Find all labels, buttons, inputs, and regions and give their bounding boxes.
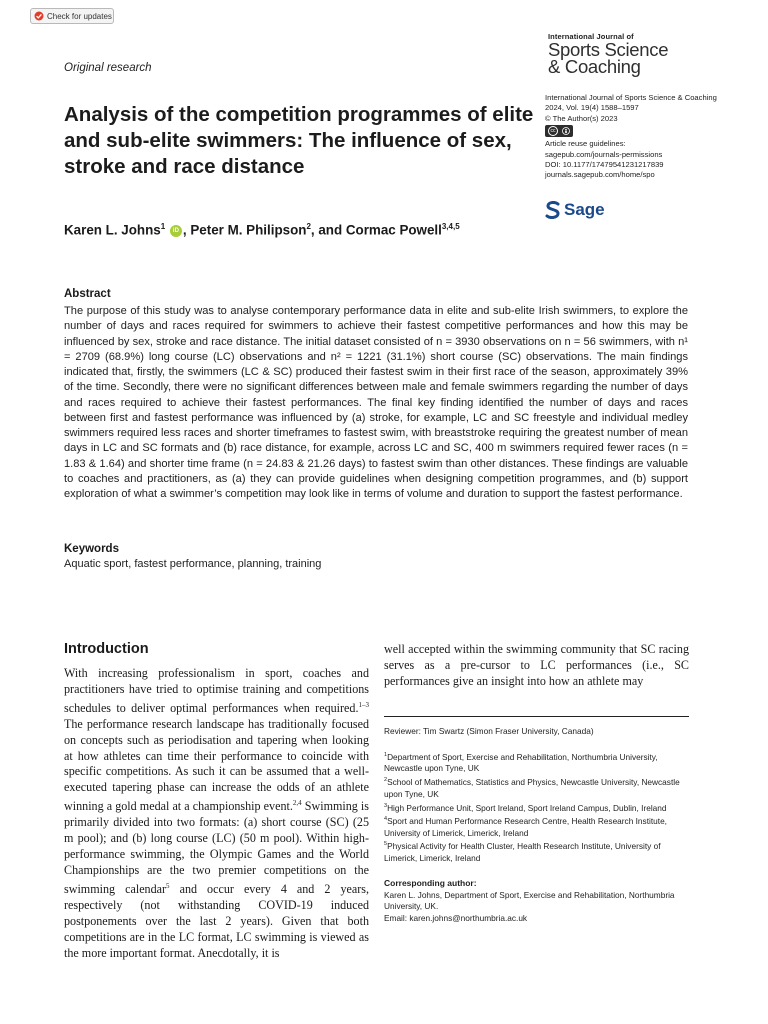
- corresponding-author-heading: Corresponding author:: [384, 877, 477, 888]
- intro-text: Swimming is primarily divided into two formats: (a) short course (SC) (25 m pool); and (b) long course (LC) (50 m pool). Within high-performance swimming, the Olympic Games and the World Championships are the two premier competitions on the swimming calendar: [64, 799, 370, 896]
- keywords-text: Aquatic sport, fastest performance, planning, training: [64, 558, 322, 570]
- introduction-heading: Introduction: [64, 641, 149, 657]
- citation-sup[interactable]: 2,4: [292, 799, 302, 808]
- abstract-text: The purpose of this study was to analyse contemporary performance data in elite and sub-elite Irish swimmers, to explore the number of days and races required for swimmers to achieve their fastest competitive performances and how this may be influenced by sex, stroke and race distance. The initial dataset consisted of n = 3930 observations on n = 56 swimmers, with n¹ = 2709 (68.9%) long course (LC) observations and n² = 1221 (31.1%) short course (SC) observations. The main findings indicated that, firstly, the swimmers (LC & SC) produced their fastest swim in their first race of the season, approximately 39% of the time. Secondly, there were no significant differences between male and female swimmers regarding the number of days and races required to achieve their fastest performances. The final key finding identified the number of days and races between first and fastest performance was influenced by (a) stroke, for example, LC and SC freestyle and individual medley swimmers required less races and shorter timeframes to fastest swim, with breaststroke requiring the greatest number of mean days in LC and SC formats and (b) race distance, for example, across LC and SC, 400 m swimmers required fewer races (n = 1.83 & 1.64) and shorter time frame (n = 24.83 & 21.26 days) to fastest swim than other distances. These findings are valuable to coaches and practitioners, as (a) they can provide guidelines when designing competition programmes, and (b) support exploration of what a swimmer’s competition may look like in terms of volume and duration to support the fastest performance.: [64, 305, 688, 500]
- meta-copyright: © The Author(s) 2023: [545, 113, 618, 123]
- citation-sup[interactable]: 1–3: [358, 700, 369, 709]
- affiliation-sup: 3: [384, 802, 388, 809]
- affiliation-sup: 2: [384, 777, 388, 784]
- abstract-heading: Abstract: [64, 288, 111, 300]
- affiliation-1: [384, 750, 694, 775]
- cc-icon: cc: [548, 126, 558, 136]
- intro-text: The performance research landscape has traditionally focused on concepts such as periodisation and tapering when looking at how athletes can time their performance to coincide with specific competitions. As such it can be assumed that a well-executed tapering phase can increase the odds of an athlete winning a gold medal at a championship event.: [64, 716, 369, 814]
- affiliation-sup: 4: [384, 816, 388, 823]
- journal-logo-line2: Sports Science: [548, 38, 669, 60]
- intro-text: With increasing professionalism in sport, coaches and practitioners have tried to optimise training and competitions schedules to deliver optimal performances when required.: [64, 666, 369, 715]
- author-affiliation-sup: 3,4,5: [441, 222, 460, 231]
- person-icon: [562, 127, 570, 135]
- affiliation-text: Sport and Human Performance Research Centre, Health Research Institute, University of Limerick, Limerick, Ireland: [384, 815, 667, 838]
- affiliation-sup: 1: [384, 751, 388, 758]
- affiliation-text: Department of Sport, Exercise and Rehabilitation, Northumbria University, Newcastle upon Tyne, UK: [384, 751, 658, 774]
- introduction-left-column: [64, 666, 369, 961]
- article-metadata: [545, 93, 745, 181]
- meta-reuse-heading: Article reuse guidelines:: [545, 139, 626, 149]
- citation-sup[interactable]: 5: [166, 881, 170, 890]
- author-affiliation-sup: 1: [160, 222, 166, 231]
- article-title: Analysis of the competition programmes of elite and sub-elite swimmers: The influence of sex, stroke and race distance: [64, 103, 534, 178]
- meta-journal: International Journal of Sports Science & Coaching: [545, 93, 717, 102]
- meta-home-link[interactable]: journals.sagepub.com/home/spo: [545, 170, 655, 180]
- author-affiliation-sup: 2: [306, 222, 311, 231]
- journal-logo: [548, 33, 668, 75]
- author-name: , and Cormac Powell: [310, 222, 442, 238]
- corresponding-author-email[interactable]: Email: karen.johns@northumbria.ac.uk: [384, 913, 528, 924]
- sage-logo: [545, 200, 605, 220]
- orcid-icon[interactable]: iD: [170, 225, 182, 237]
- affiliation-3: [384, 801, 694, 815]
- affiliation-2: [384, 775, 694, 800]
- affiliation-4: [384, 814, 694, 839]
- affiliation-text: Physical Activity for Health Cluster, Health Research Institute, University of Limerick, Limerick, Ireland: [384, 841, 661, 863]
- meta-doi[interactable]: DOI: 10.1177/17479541231217839: [545, 160, 664, 170]
- author-name: Karen L. Johns: [64, 222, 161, 238]
- author-name: , Peter M. Philipson: [182, 222, 307, 238]
- footnotes: [384, 726, 694, 925]
- affiliation-sup: 5: [384, 841, 388, 848]
- journal-logo-line3: & Coaching: [548, 55, 641, 77]
- check-for-updates-button[interactable]: [30, 8, 114, 24]
- affiliation-text: High Performance Unit, Sport Ireland, Sport Ireland Campus, Dublin, Ireland: [387, 802, 667, 813]
- author-list: [64, 222, 460, 237]
- corresponding-author-details: Karen L. Johns, Department of Sport, Exercise and Rehabilitation, Northumbria University, UK.: [384, 889, 675, 912]
- check-updates-icon: [34, 11, 44, 21]
- affiliation-text: School of Mathematics, Statistics and Physics, Newcastle University, Newcastle upon Tyne, UK: [384, 776, 680, 799]
- reviewer-note: Reviewer: Tim Swartz (Simon Fraser University, Canada): [384, 726, 594, 736]
- meta-volume: 2024, Vol. 19(4) 1588–1597: [545, 103, 639, 113]
- footnote-divider: [384, 716, 689, 717]
- cc-license-badge[interactable]: [545, 125, 573, 137]
- journal-logo-line1: International Journal of: [548, 32, 634, 41]
- sage-s-icon: [545, 201, 561, 219]
- sage-wordmark: Sage: [564, 200, 605, 219]
- introduction-right-column: well accepted within the swimming community that SC racing serves as a pre-cursor to LC performances (i.e., SC performances give an insight into how an athlete may: [384, 642, 689, 688]
- check-for-updates-label: Check for updates: [47, 11, 112, 21]
- keywords-heading: Keywords: [64, 543, 119, 555]
- affiliation-5: [384, 839, 694, 864]
- intro-text: and occur every 4 and 2 years, respectively (not withstanding COVID-19 induced postponements over the last 2 years). Given that both competitions are in the LC format, LC swimming is viewed as the more important format. Anecdotally, it is: [64, 881, 369, 960]
- meta-reuse-link[interactable]: sagepub.com/journals-permissions: [545, 149, 663, 159]
- article-type-label: Original research: [64, 62, 152, 74]
